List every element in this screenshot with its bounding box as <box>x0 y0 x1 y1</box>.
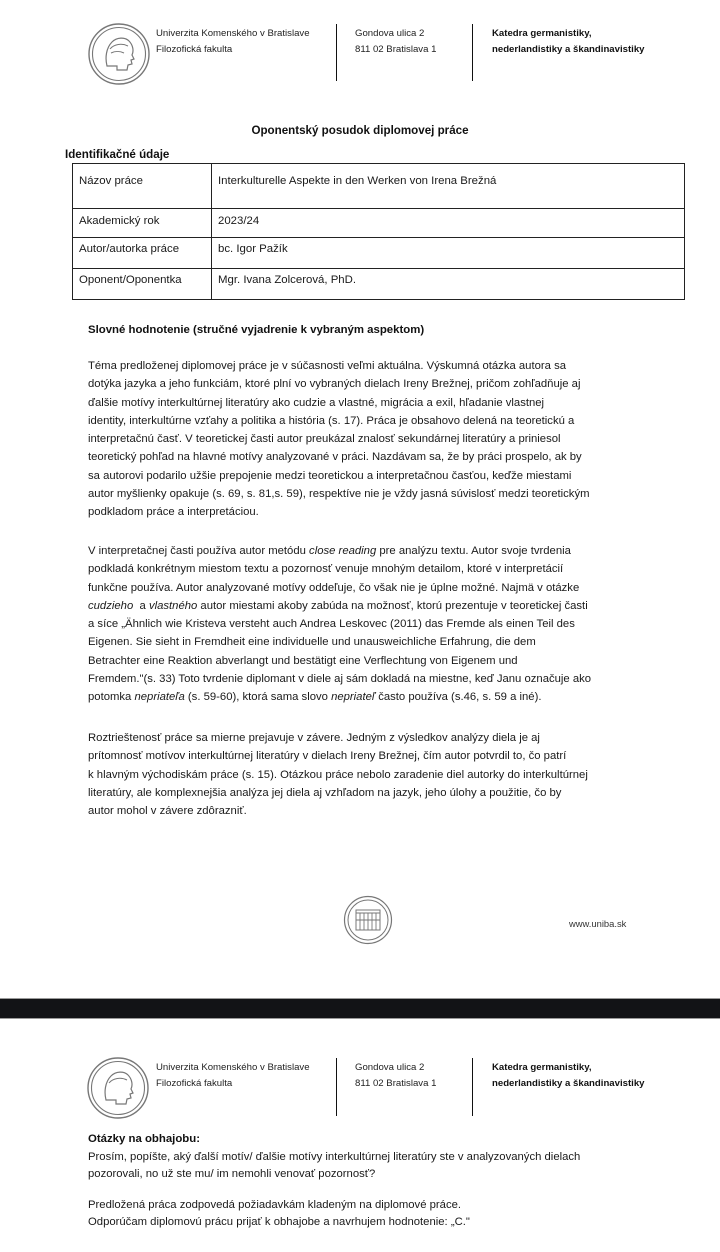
page-separator <box>0 998 720 1019</box>
text-run: (s. 59-60), ktorá sama slovo <box>184 691 332 704</box>
text-line: dotýka jazyka a jeho funkciám, ktoré plní vo vybraných dielach Ireny Brežnej, pričom zohľadňuje aj <box>88 378 581 391</box>
document-title: Oponentský posudok diplomovej práce <box>251 124 469 137</box>
text-line: interpretačnú časť. V teoretickej časti autor preukázal znalosť sekundárnej literatúry a priniesol <box>88 433 561 446</box>
table-row <box>73 238 685 269</box>
text-line: ďalšie motívy interkultúrnej literatúry ako cudzie a vlastné, migrácia a exil, hľadanie vlastnej <box>88 396 545 409</box>
text-line: k hlavným východiskám práce (s. 15). Otázkou práce nebolo zaradenie diel autorky do interkultúrnej <box>88 768 588 781</box>
text-line: podkladom práce a interpretáciou. <box>88 506 259 519</box>
row-label: Názov práce <box>73 164 212 209</box>
text-run: pre analýzu textu. Autor svoje tvrdenia <box>376 545 571 557</box>
city-address: 811 02 Bratislava 1 <box>355 44 437 55</box>
emphasis-cudzieho: cudzieho <box>88 599 134 612</box>
street-address: Gondova ulica 2 <box>355 28 425 39</box>
emphasis-vlastneho: vlastného <box>148 599 198 612</box>
text-line: identity, interkultúrne vzťahy a politika a história (s. 17). Práca je obsahovo delená na teoretickú a <box>88 414 575 427</box>
text-line: Roztrieštenosť práce sa mierne prejavuje v závere. Jedným z výsledkov analýzy diela je aj <box>88 732 540 744</box>
text-line: Prosím, popíšte, aký ďalší motív/ ďalšie motívy interkultúrnej literatúry ste v analyzovaných dielach <box>88 1151 581 1163</box>
text-run: autor miestami akoby zabúda na možnosť, ktorú prezentuje v teoretickej časti <box>197 599 588 612</box>
university-building-seal-icon <box>343 895 393 945</box>
identification-table <box>72 163 685 300</box>
table-row <box>73 209 685 238</box>
recommendation-line: Odporúčam diplomovú prácu prijať k obhajobe a navrhujem hodnotenie: „C." <box>88 1216 470 1228</box>
text-line <box>88 597 591 615</box>
academic-year-value: 2023/24 <box>212 209 685 238</box>
department-name-line2: nederlandistiky a škandinavistiky <box>492 44 645 55</box>
thesis-title-value: Interkulturelle Aspekte in den Werken von Irena Brežná <box>212 164 685 209</box>
row-label: Oponent/Oponentka <box>73 269 212 300</box>
text-line: literatúry, ale komplexnejšia analýza jej diela aj vzhľadom na jazyk, jeho úlohy a použitie, čo by <box>88 786 562 799</box>
evaluation-heading: Slovné hodnotenie (stručné vyjadrenie k vybraným aspektom) <box>88 324 425 336</box>
text-line: autor myšlienky opakuje (s. 69, s. 81,s. 59), respektíve nie je vždy jasná súvislosť medzi teoretickým <box>88 488 590 501</box>
text-line <box>88 542 591 560</box>
university-name: Univerzita Komenského v Bratislave <box>156 1062 310 1073</box>
text-line: funkčne používa. Autor analyzované motívy oddeľuje, čo však nie je úplne možné. Najmä v otázke <box>88 581 580 594</box>
letterhead-divider <box>336 24 337 81</box>
table-row <box>73 269 685 300</box>
text-line: prítomnosť motívov interkultúrnej literatúry v dielach Ireny Brežnej, čím autor potvrdil to, čo patrí <box>88 750 567 763</box>
letterhead <box>0 0 720 100</box>
department-name-line1: Katedra germanistiky, <box>492 1062 592 1073</box>
defense-questions-heading: Otázky na obhajobu: <box>88 1133 201 1145</box>
university-name: Univerzita Komenského v Bratislave <box>156 28 310 39</box>
text-line: sa autorovi podarilo užšie prepojenie medzi teoretickou a interpretačnou časťou, keďže miestami <box>88 469 572 482</box>
author-value: bc. Igor Pažík <box>212 238 685 269</box>
text-run: často používa (s.46, s. 59 a iné). <box>375 691 542 704</box>
letterhead-divider <box>472 1058 473 1116</box>
minerva-helmet-seal-icon <box>86 1056 150 1120</box>
text-line: podkladá konkrétnym miestom textu a pozornosť venuje mnohým detailom, ktoré v interpretácií <box>88 563 564 576</box>
text-line: Predložená práca zodpovedá požiadavkám kladeným na diplomové práce. <box>88 1199 462 1211</box>
text-line: autor mohol v závere zdôrazniť. <box>88 805 247 818</box>
text-line: a síce „Ähnlich wie Kristeva versteht auch Andrea Leskovec (2011) das Fremde als einen Teil des <box>88 618 575 631</box>
text-run: a <box>133 599 149 612</box>
evaluation-paragraph-1 <box>88 357 590 522</box>
text-line: Fremdem."(s. 33) Toto tvrdenie diplomant v diele aj sám dokladá na miestne, keď Janu označuje ako <box>88 673 592 686</box>
opponent-value: Mgr. Ivana Zolcerová, PhD. <box>212 269 685 300</box>
city-address: 811 02 Bratislava 1 <box>355 1078 437 1089</box>
emphasis-close-reading: close reading <box>309 545 377 557</box>
website-link[interactable]: www.uniba.sk <box>569 918 627 929</box>
identification-section-label: Identifikačné údaje <box>65 148 170 161</box>
text-line: pozorovali, no už ste mu/ im nemohli venovať pozornosť? <box>88 1168 376 1180</box>
text-line: Téma predloženej diplomovej práce je v súčasnosti veľmi aktuálna. Výskumná otázka autora sa <box>88 360 567 372</box>
emphasis-nepriatel: nepriateľ <box>331 691 376 704</box>
emphasis-nepriatela: nepriateľa <box>134 691 185 704</box>
row-label: Akademický rok <box>73 209 212 238</box>
table-row <box>73 164 685 209</box>
text-run: potomka <box>88 691 135 704</box>
evaluation-paragraph-3 <box>88 729 588 820</box>
row-label: Autor/autorka práce <box>73 238 212 269</box>
text-line: Betrachter eine Reaktion abverlangt und bestätigt eine Verflechtung von Eigenem und <box>88 654 518 667</box>
text-line: Eigenen. Sie sieht in Fremdheit eine individuelle und unausweichliche Erfahrung, die dem <box>88 636 536 649</box>
text-line: teoretický pohľad na hlavné motívy analyzované v práci. Nazdávam sa, že by práci prospelo, ak by <box>88 451 582 464</box>
text-run: V interpretačnej časti používa autor metódu <box>88 545 310 557</box>
conclusion <box>88 1197 470 1231</box>
evaluation-paragraph-2 <box>88 542 591 707</box>
defense-questions <box>88 1149 580 1183</box>
street-address: Gondova ulica 2 <box>355 1062 425 1073</box>
faculty-name: Filozofická fakulta <box>156 44 233 55</box>
letterhead-page2 <box>0 1040 720 1120</box>
letterhead-divider <box>472 24 473 81</box>
text-line <box>88 688 591 706</box>
minerva-helmet-seal-icon <box>87 22 151 86</box>
department-name-line2: nederlandistiky a škandinavistiky <box>492 1078 645 1089</box>
faculty-name: Filozofická fakulta <box>156 1078 233 1089</box>
letterhead-divider <box>336 1058 337 1116</box>
department-name-line1: Katedra germanistiky, <box>492 28 592 39</box>
